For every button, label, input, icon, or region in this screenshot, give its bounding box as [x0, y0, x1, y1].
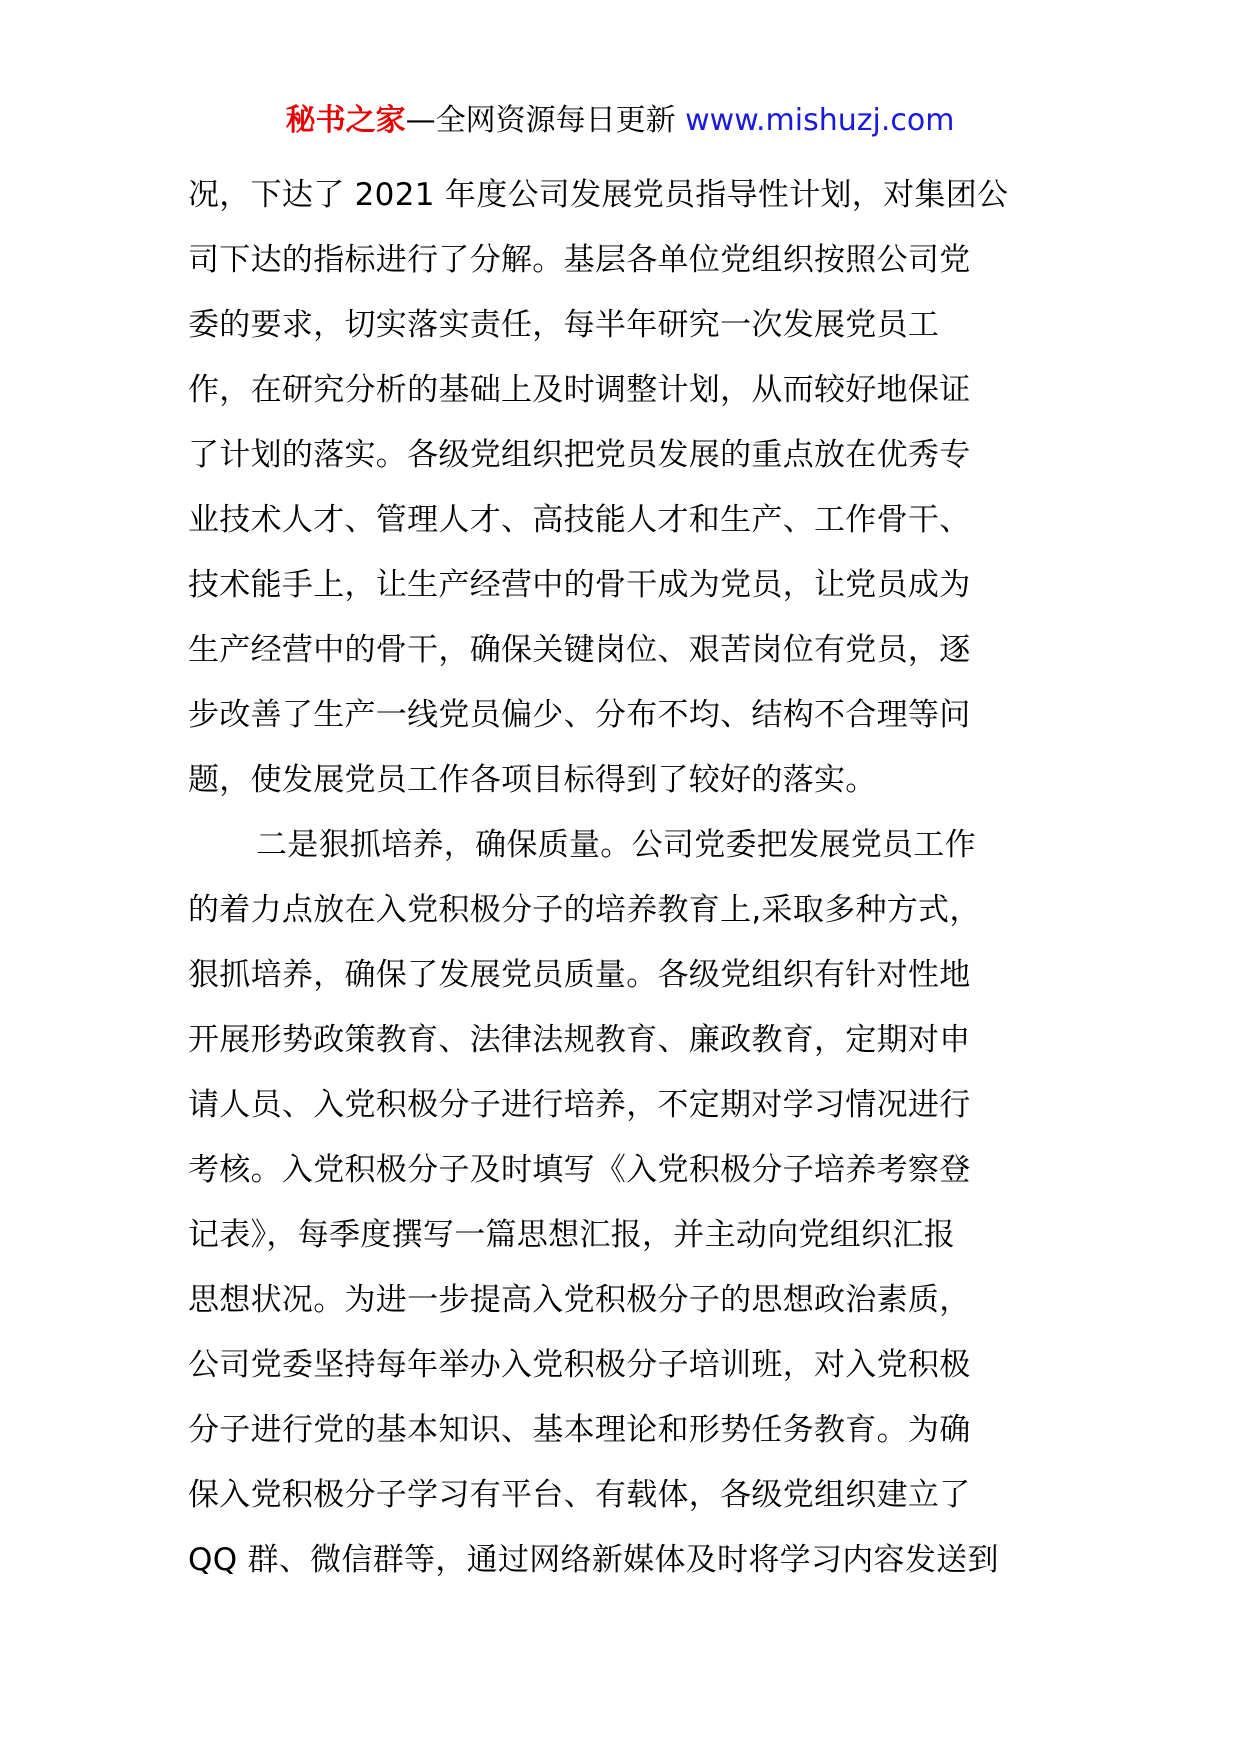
site-header: [0, 101, 1240, 141]
text-line: 业技术人才、管理人才、高技能人才和生产、工作骨干、: [188, 502, 971, 538]
text-line: 保入党积极分子学习有平台、有载体，各级党组织建立了: [188, 1477, 971, 1513]
text-line: 公司党委坚持每年举办入党积极分子培训班，对入党积极: [188, 1347, 971, 1383]
text-line: 思想状况。为进一步提高入党积极分子的思想政治素质，: [188, 1282, 971, 1318]
text-line: 题，使发展党员工作各项目标得到了较好的落实。: [188, 762, 877, 798]
text-line: 委的要求，切实落实责任，每半年研究一次发展党员工: [188, 307, 940, 343]
text-line: 考核。入党积极分子及时填写《入党积极分子培养考察登: [188, 1152, 971, 1188]
text-line: 司下达的指标进行了分解。基层各单位党组织按照公司党: [188, 242, 971, 278]
text-line: 开展形势政策教育、法律法规教育、廉政教育，定期对申: [188, 1022, 971, 1058]
text-line: 生产经营中的骨干，确保关键岗位、艰苦岗位有党员，逐: [188, 632, 971, 668]
text-line: 分子进行党的基本知识、基本理论和形势任务教育。为确: [188, 1412, 971, 1448]
text-line: 请人员、入党积极分子进行培养，不定期对学习情况进行: [188, 1087, 971, 1123]
text-line: 狠抓培养，确保了发展党员质量。各级党组织有针对性地: [188, 957, 971, 993]
text-line: 的着力点放在入党积极分子的培养教育上,采取多种方式，: [188, 892, 981, 928]
text-line: 况，下达了 2021 年度公司发展党员指导性计划，对集团公: [188, 177, 1009, 213]
brand-name: 秘书之家: [285, 103, 406, 138]
text-line: 了计划的落实。各级党组织把党员发展的重点放在优秀专: [188, 437, 971, 473]
text-line: 技术能手上，让生产经营中的骨干成为党员，让党员成为: [188, 567, 971, 603]
text-line: 步改善了生产一线党员偏少、分布不均、结构不合理等问: [188, 697, 971, 733]
document-body: [188, 163, 1068, 1593]
text-line: 记表》，每季度撰写一篇思想汇报，并主动向党组织汇报: [188, 1217, 955, 1253]
site-url[interactable]: www.mishuzj.com: [685, 103, 955, 138]
text-line: 作，在研究分析的基础上及时调整计划，从而较好地保证: [188, 372, 971, 408]
text-line: QQ 群、微信群等，通过网络新媒体及时将学习内容发送到: [188, 1542, 999, 1578]
paragraph-start-line: 二是狠抓培养，确保质量。公司党委把发展党员工作: [256, 827, 976, 863]
site-tagline: —全网资源每日更新: [405, 103, 676, 138]
